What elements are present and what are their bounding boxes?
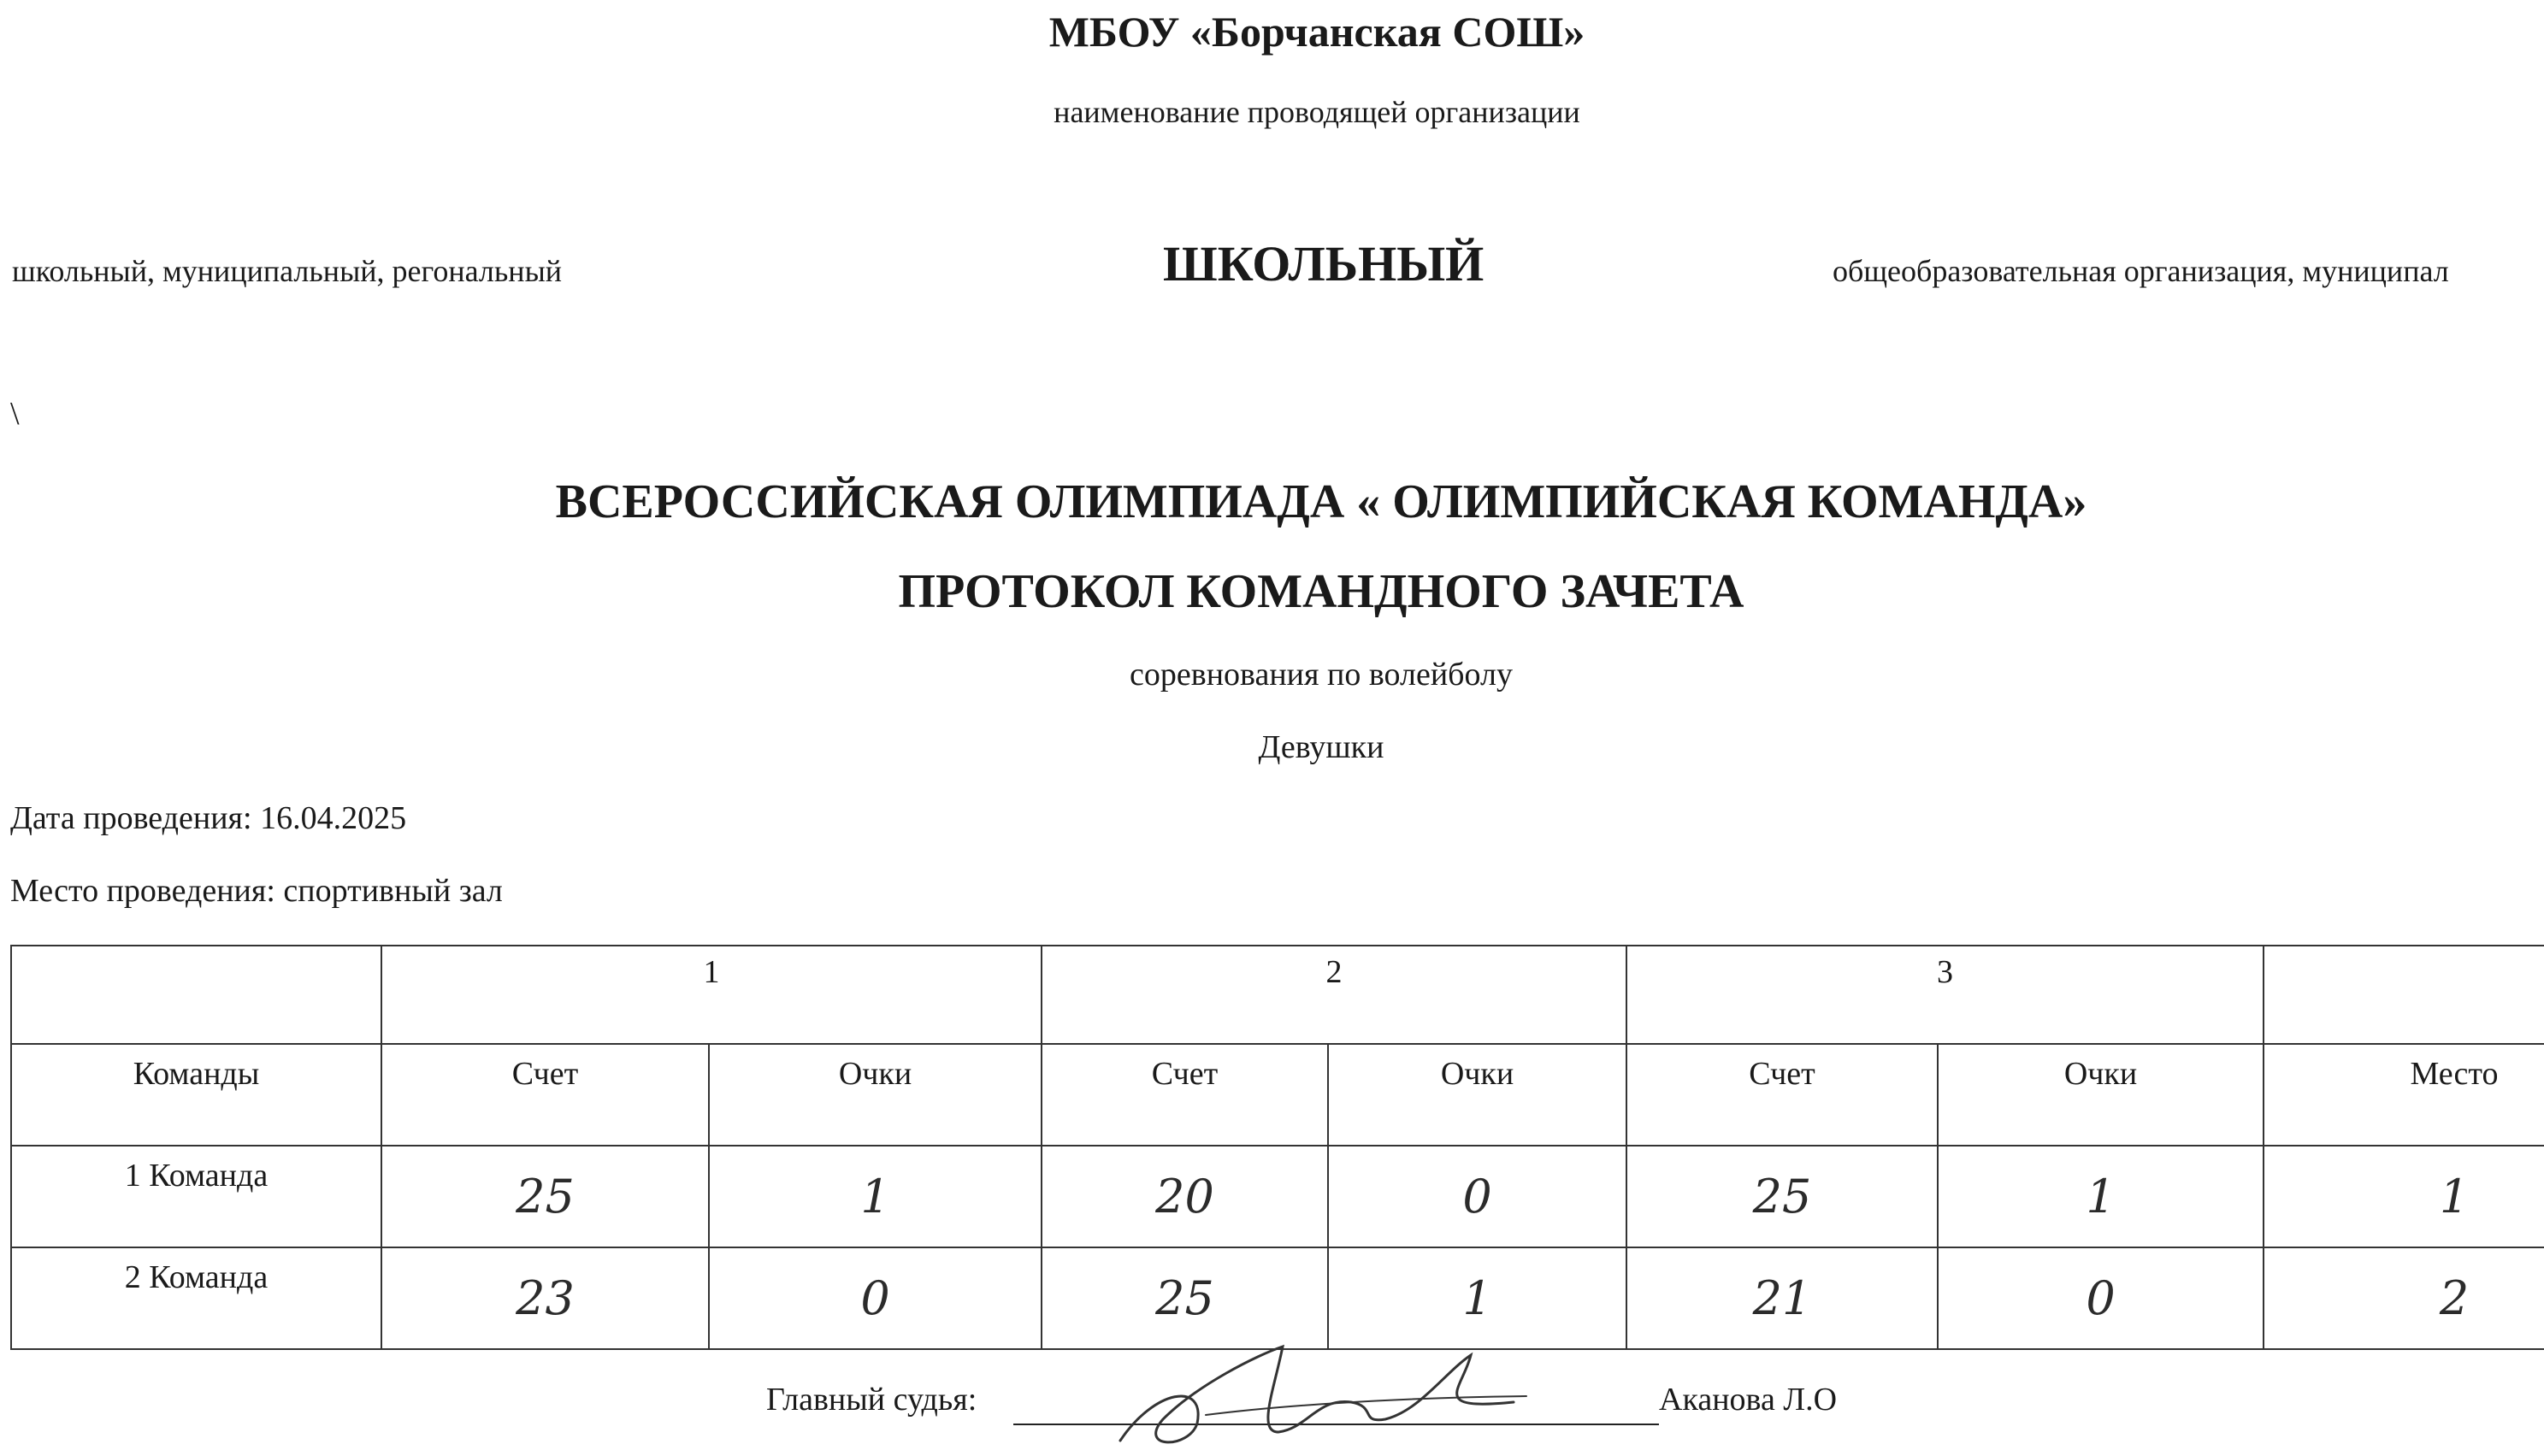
empty-place-cell: [2264, 946, 2544, 1044]
r2-points: 1: [1328, 1247, 1626, 1349]
r2-score: 25: [1042, 1247, 1328, 1349]
r3-points: 0: [1938, 1247, 2264, 1349]
r1-points: 1: [709, 1146, 1042, 1247]
r1-score-header: Счет: [381, 1044, 709, 1146]
judge-label: Главный судья:: [766, 1382, 977, 1418]
olympiad-level: ШКОЛЬНЫЙ: [1163, 236, 1484, 292]
sport-subtitle: соревнования по волейболу: [1130, 657, 1513, 693]
level-options: школьный, муниципальный, регональный: [12, 254, 563, 288]
place-header: Место: [2264, 1044, 2544, 1146]
r3-points-header: Очки: [1938, 1044, 2264, 1146]
stray-mark: \: [10, 396, 20, 432]
r1-score: 23: [381, 1247, 709, 1349]
signature-scribble: [1103, 1338, 1531, 1456]
round-2-header: 2: [1042, 946, 1626, 1044]
r2-points-header: Очки: [1328, 1044, 1626, 1146]
team-name: 2 Команда: [11, 1247, 381, 1349]
r2-score: 20: [1042, 1146, 1328, 1247]
olympiad-title: ВСЕРОССИЙСКАЯ ОЛИМПИАДА « ОЛИМПИЙСКАЯ КОМАНДА»: [555, 475, 2087, 528]
team-name: 1 Команда: [11, 1146, 381, 1247]
r2-points: 0: [1328, 1146, 1626, 1247]
r3-score: 25: [1626, 1146, 1938, 1247]
round-3-header: 3: [1626, 946, 2264, 1044]
empty-corner-cell: [11, 946, 381, 1044]
r2-score-header: Счет: [1042, 1044, 1328, 1146]
organization-caption: наименование проводящей организации: [1054, 95, 1580, 129]
r3-points: 1: [1938, 1146, 2264, 1247]
round-1-header: 1: [381, 946, 1042, 1044]
date-line: Дата проведения: 16.04.2025: [10, 800, 407, 836]
results-table: [10, 945, 2544, 1350]
gender-subtitle: Девушки: [1258, 729, 1384, 765]
column-header-row: [11, 1044, 2544, 1146]
protocol-title: ПРОТОКОЛ КОМАНДНОГО ЗАЧЕТА: [898, 565, 1744, 618]
r3-score-header: Счет: [1626, 1044, 1938, 1146]
organization-type: общеобразовательная организация, муниципал: [1833, 254, 2449, 288]
teams-header: Команды: [11, 1044, 381, 1146]
r1-score: 25: [381, 1146, 709, 1247]
r1-points-header: Очки: [709, 1044, 1042, 1146]
r1-points: 0: [709, 1247, 1042, 1349]
place-line: Место проведения: спортивный зал: [10, 873, 503, 909]
table-row: [11, 1146, 2544, 1247]
table-row: [11, 1247, 2544, 1349]
round-header-row: [11, 946, 2544, 1044]
place: 2: [2264, 1247, 2544, 1349]
place: 1: [2264, 1146, 2544, 1247]
organization-name: МБОУ «Борчанская СОШ»: [1048, 8, 1585, 56]
r3-score: 21: [1626, 1247, 1938, 1349]
judge-name: Аканова Л.О: [1659, 1382, 1838, 1418]
